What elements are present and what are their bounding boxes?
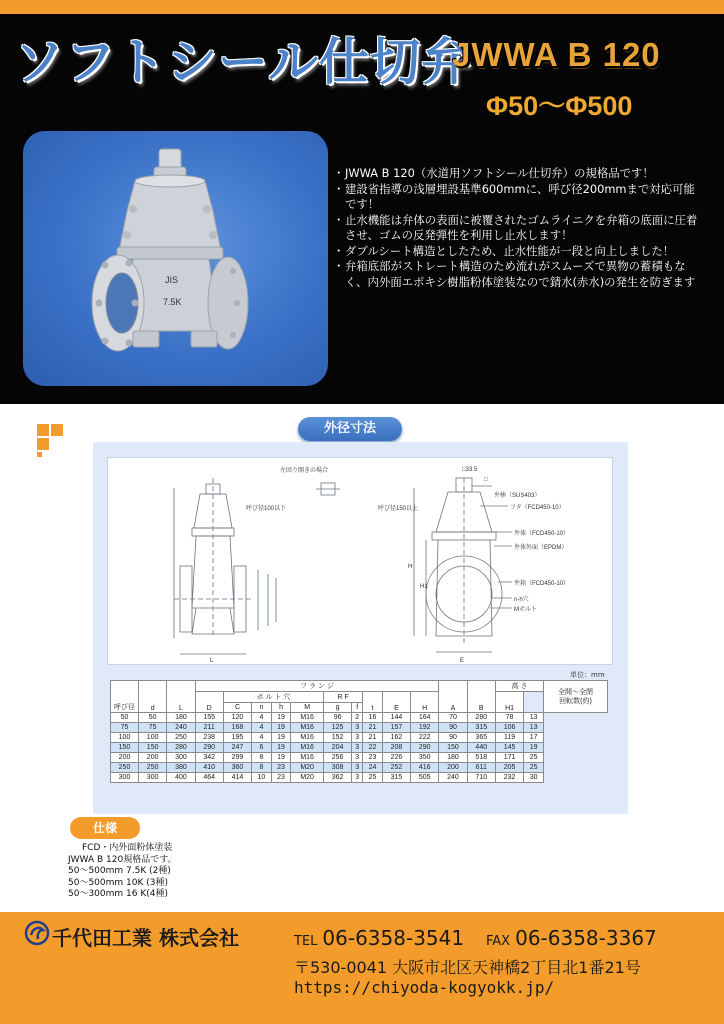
table-cell: 23 bbox=[271, 773, 291, 783]
drawing-label: Mボルト bbox=[514, 607, 537, 613]
table-row bbox=[111, 753, 608, 763]
table-header: H bbox=[411, 692, 439, 713]
table-header: D bbox=[195, 692, 223, 713]
svg-text:E: E bbox=[460, 658, 465, 664]
table-cell: 145 bbox=[495, 743, 523, 753]
table-cell: 21 bbox=[363, 723, 383, 733]
table-cell: 4 bbox=[252, 713, 272, 723]
table-cell: 13 bbox=[524, 713, 544, 723]
drawing-label: 弁箱（FCD450-10） bbox=[514, 581, 570, 587]
table-cell: 232 bbox=[495, 773, 523, 783]
table-cell: 280 bbox=[467, 713, 495, 723]
table-cell: 200 bbox=[439, 763, 467, 773]
table-cell: 195 bbox=[223, 733, 251, 743]
table-cell: 252 bbox=[382, 763, 410, 773]
table-cell: 410 bbox=[195, 763, 223, 773]
table-header: L bbox=[167, 681, 195, 713]
table-row bbox=[111, 723, 608, 733]
table-header: g bbox=[323, 703, 351, 713]
drawing-label: □33.5 bbox=[462, 467, 478, 473]
fax bbox=[486, 926, 657, 950]
table-cell: 70 bbox=[439, 713, 467, 723]
table-cell: 19 bbox=[271, 733, 291, 743]
svg-text:7.5K: 7.5K bbox=[163, 297, 182, 307]
table-cell: 362 bbox=[323, 773, 351, 783]
table-cell: 300 bbox=[111, 773, 139, 783]
table-cell: 25 bbox=[524, 763, 544, 773]
standard-label: JWWA B 120 bbox=[452, 36, 661, 73]
feature-item: ・ 弁箱底部がストレート構造のため流れがスムーズで異物の蓄積もなく、内外面エポキシ樹脂粉体塗装なので錆水(赤水)の発生を防ぎます bbox=[333, 259, 705, 290]
table-header: B bbox=[467, 681, 495, 713]
table-row bbox=[111, 763, 608, 773]
size-range: Φ50～Φ500 bbox=[486, 91, 633, 121]
table-cell: 360 bbox=[223, 763, 251, 773]
table-cell: 125 bbox=[323, 723, 351, 733]
table-header: H1 bbox=[495, 692, 523, 713]
address: 〒530-0041 大阪市北区天神橋2丁目北1番21号 bbox=[294, 958, 641, 977]
table-cell: 3 bbox=[352, 753, 363, 763]
company-name: 千代田工業 株式会社 bbox=[52, 926, 239, 950]
table-header-group: R F bbox=[323, 692, 362, 703]
table-cell: 414 bbox=[223, 773, 251, 783]
table-header: C bbox=[223, 703, 251, 713]
spec-line: JWWA B 120規格品です。 bbox=[68, 854, 177, 865]
table-cell: 150 bbox=[111, 743, 139, 753]
feature-item: ・ JWWA B 120（水道用ソフトシール仕切弁）の規格品です！ bbox=[333, 166, 705, 182]
drawing-label: 弁棒（SUS403） bbox=[494, 493, 541, 499]
technical-drawing bbox=[107, 457, 613, 665]
dimensions-heading: 外径寸法 bbox=[298, 417, 402, 441]
table-header: f bbox=[352, 703, 363, 713]
fax-label: FAX bbox=[486, 934, 511, 949]
table-row bbox=[111, 713, 608, 723]
table-cell: 200 bbox=[139, 753, 167, 763]
table-cell: 3 bbox=[352, 743, 363, 753]
table-cell: 416 bbox=[411, 763, 439, 773]
spec-line: 50～500mm 10K (3種) bbox=[68, 877, 168, 888]
table-header-group: フ ラ ン ジ bbox=[195, 681, 439, 692]
feature-item: ・ 建設省指導の浅層埋設基準600mmに、呼び径200mmまで対応可能です！ bbox=[333, 182, 705, 213]
table-cell: 144 bbox=[382, 713, 410, 723]
drawing-label: □ bbox=[484, 477, 488, 483]
table-cell: 518 bbox=[467, 753, 495, 763]
drawing-label: フタ（FCD450-10） bbox=[510, 505, 565, 511]
table-cell: 256 bbox=[323, 753, 351, 763]
table-row bbox=[111, 773, 608, 783]
table-cell: M16 bbox=[291, 713, 324, 723]
table-cell: 100 bbox=[139, 733, 167, 743]
table-cell: 22 bbox=[363, 743, 383, 753]
table-cell: 300 bbox=[139, 773, 167, 783]
table-cell: 247 bbox=[223, 743, 251, 753]
table-cell: 171 bbox=[495, 753, 523, 763]
hero-section bbox=[0, 14, 724, 404]
drawing-label: 呼び径100以下 bbox=[246, 506, 287, 512]
table-cell: 342 bbox=[195, 753, 223, 763]
table-cell: 192 bbox=[411, 723, 439, 733]
drawing-label: 呼び径150以上 bbox=[378, 506, 419, 512]
table-cell: M16 bbox=[291, 733, 324, 743]
table-cell: 78 bbox=[495, 713, 523, 723]
table-cell: 308 bbox=[323, 763, 351, 773]
svg-text:JIS: JIS bbox=[165, 275, 179, 285]
table-cell: 250 bbox=[139, 763, 167, 773]
table-cell: 3 bbox=[352, 763, 363, 773]
table-cell: 106 bbox=[495, 723, 523, 733]
table-header: d bbox=[139, 681, 167, 713]
table-cell: 21 bbox=[363, 733, 383, 743]
table-cell: 120 bbox=[223, 713, 251, 723]
table-cell: 164 bbox=[411, 713, 439, 723]
table-cell: 299 bbox=[223, 753, 251, 763]
table-cell: 365 bbox=[467, 733, 495, 743]
phone bbox=[294, 926, 464, 950]
gate-valve-image bbox=[23, 131, 328, 386]
decorative-squares-icon bbox=[37, 424, 67, 454]
table-cell: 75 bbox=[139, 723, 167, 733]
table-cell: M20 bbox=[291, 763, 324, 773]
drawing-label: n-h穴 bbox=[514, 597, 529, 603]
table-cell: 3 bbox=[352, 733, 363, 743]
table-cell: 440 bbox=[467, 743, 495, 753]
table-cell: 119 bbox=[495, 733, 523, 743]
table-cell: M16 bbox=[291, 743, 324, 753]
table-cell: 50 bbox=[139, 713, 167, 723]
valve-photo bbox=[23, 131, 328, 386]
table-cell: 168 bbox=[223, 723, 251, 733]
table-cell: 240 bbox=[167, 723, 195, 733]
table-cell: 204 bbox=[323, 743, 351, 753]
svg-text:H: H bbox=[408, 564, 413, 570]
table-cell: 90 bbox=[439, 733, 467, 743]
table-header: E bbox=[382, 692, 410, 713]
table-header-group: ボ ル ト 穴 bbox=[223, 692, 323, 703]
table-cell: 4 bbox=[252, 733, 272, 743]
dimensions-table bbox=[110, 680, 608, 783]
table-cell: 2 bbox=[352, 713, 363, 723]
table-cell: 290 bbox=[195, 743, 223, 753]
website-link[interactable]: https://chiyoda-kogyokk.jp/ bbox=[294, 978, 555, 997]
svg-text:L: L bbox=[210, 658, 214, 664]
table-cell: 180 bbox=[167, 713, 195, 723]
table-cell: 150 bbox=[139, 743, 167, 753]
table-cell: 19 bbox=[271, 723, 291, 733]
table-cell: 464 bbox=[195, 773, 223, 783]
table-header: n bbox=[252, 703, 272, 713]
table-header: t bbox=[363, 692, 383, 713]
table-header: 全開～全閉 回転数(約) bbox=[544, 681, 608, 713]
table-cell: 505 bbox=[411, 773, 439, 783]
table-row bbox=[111, 743, 608, 753]
svg-text:H1: H1 bbox=[420, 584, 428, 590]
table-cell: 13 bbox=[524, 723, 544, 733]
drawing-label: 弁体（FCD450-10） bbox=[514, 531, 570, 537]
table-cell: 162 bbox=[382, 733, 410, 743]
table-cell: 290 bbox=[411, 743, 439, 753]
table-cell: 24 bbox=[363, 763, 383, 773]
table-cell: 211 bbox=[195, 723, 223, 733]
table-cell: 3 bbox=[352, 723, 363, 733]
table-cell: 226 bbox=[382, 753, 410, 763]
table-cell: 96 bbox=[323, 713, 351, 723]
table-cell: 240 bbox=[439, 773, 467, 783]
top-accent-bar bbox=[0, 0, 724, 14]
table-cell: 157 bbox=[382, 723, 410, 733]
table-cell: 315 bbox=[382, 773, 410, 783]
table-cell: 300 bbox=[167, 753, 195, 763]
table-cell: 25 bbox=[524, 753, 544, 763]
company-logo-icon bbox=[24, 920, 50, 946]
spec-line: 50～500mm 7.5K (2種) bbox=[68, 866, 171, 876]
table-cell: 3 bbox=[352, 773, 363, 783]
table-cell: 50 bbox=[111, 713, 139, 723]
table-cell: 100 bbox=[111, 733, 139, 743]
table-cell: 4 bbox=[252, 723, 272, 733]
spec-line: FCD・内外面粉体塗装 bbox=[82, 843, 173, 853]
feature-item: ・ 止水機能は弁体の表面に被覆されたゴムライニクを弁箱の底面に圧着させ、ゴムの反発弾性を利用し止水します！ bbox=[333, 213, 705, 244]
product-title: ソフトシール仕切弁 bbox=[14, 33, 472, 91]
table-cell: M20 bbox=[291, 773, 324, 783]
drawing-label: 弁体外面（EPDM） bbox=[514, 545, 568, 551]
table-cell: 155 bbox=[195, 713, 223, 723]
table-cell: 205 bbox=[495, 763, 523, 773]
table-cell: 350 bbox=[411, 753, 439, 763]
table-cell: 30 bbox=[524, 773, 544, 783]
drawing-label: 左回り開きの場合 bbox=[280, 468, 329, 474]
table-cell: 250 bbox=[167, 733, 195, 743]
table-cell: 10 bbox=[252, 773, 272, 783]
table-header-row bbox=[111, 681, 608, 692]
table-cell: 23 bbox=[271, 763, 291, 773]
table-header: A bbox=[439, 681, 467, 713]
table-cell: 710 bbox=[467, 773, 495, 783]
tel-label: TEL bbox=[294, 934, 318, 949]
table-header: 呼び径 bbox=[111, 681, 139, 713]
spec-heading: 仕様 bbox=[70, 817, 140, 839]
table-body bbox=[111, 713, 608, 783]
unit-label: 単位：mm bbox=[570, 671, 605, 679]
phone-number[interactable]: 06-6358-3541 bbox=[322, 926, 465, 950]
table-cell: 90 bbox=[439, 723, 467, 733]
table-cell: 8 bbox=[252, 763, 272, 773]
table-cell: M16 bbox=[291, 723, 324, 733]
table-cell: 19 bbox=[524, 743, 544, 753]
table-cell: 380 bbox=[167, 763, 195, 773]
spec-list bbox=[68, 843, 176, 901]
table-cell: 23 bbox=[363, 753, 383, 763]
table-cell: M16 bbox=[291, 753, 324, 763]
table-cell: 280 bbox=[167, 743, 195, 753]
table-cell: 222 bbox=[411, 733, 439, 743]
table-row bbox=[111, 733, 608, 743]
table-cell: 8 bbox=[252, 753, 272, 763]
table-header: h bbox=[271, 703, 291, 713]
table-cell: 238 bbox=[195, 733, 223, 743]
table-cell: 315 bbox=[467, 723, 495, 733]
table-cell: 19 bbox=[271, 743, 291, 753]
table-cell: 19 bbox=[271, 753, 291, 763]
table-cell: 150 bbox=[439, 743, 467, 753]
table-cell: 6 bbox=[252, 743, 272, 753]
table-cell: 208 bbox=[382, 743, 410, 753]
spec-line: 50～300mm 16 K(4種) bbox=[68, 889, 168, 899]
table-cell: 75 bbox=[111, 723, 139, 733]
table-cell: 19 bbox=[271, 713, 291, 723]
table-cell: 25 bbox=[363, 773, 383, 783]
feature-item: ・ ダブルシート構造としたため、止水性能が一段と向上しました！ bbox=[333, 244, 705, 260]
valve-drawing-svg bbox=[108, 458, 614, 666]
table-cell: 17 bbox=[524, 733, 544, 743]
table-header-group: 高 さ bbox=[495, 681, 543, 692]
table-cell: 250 bbox=[111, 763, 139, 773]
fax-number: 06-6358-3367 bbox=[515, 926, 657, 950]
table-cell: 200 bbox=[111, 753, 139, 763]
table-cell: 16 bbox=[363, 713, 383, 723]
table-cell: 180 bbox=[439, 753, 467, 763]
table-cell: 152 bbox=[323, 733, 351, 743]
table-cell: 400 bbox=[167, 773, 195, 783]
table-header: M bbox=[291, 703, 324, 713]
table-cell: 611 bbox=[467, 763, 495, 773]
feature-list bbox=[333, 166, 705, 290]
